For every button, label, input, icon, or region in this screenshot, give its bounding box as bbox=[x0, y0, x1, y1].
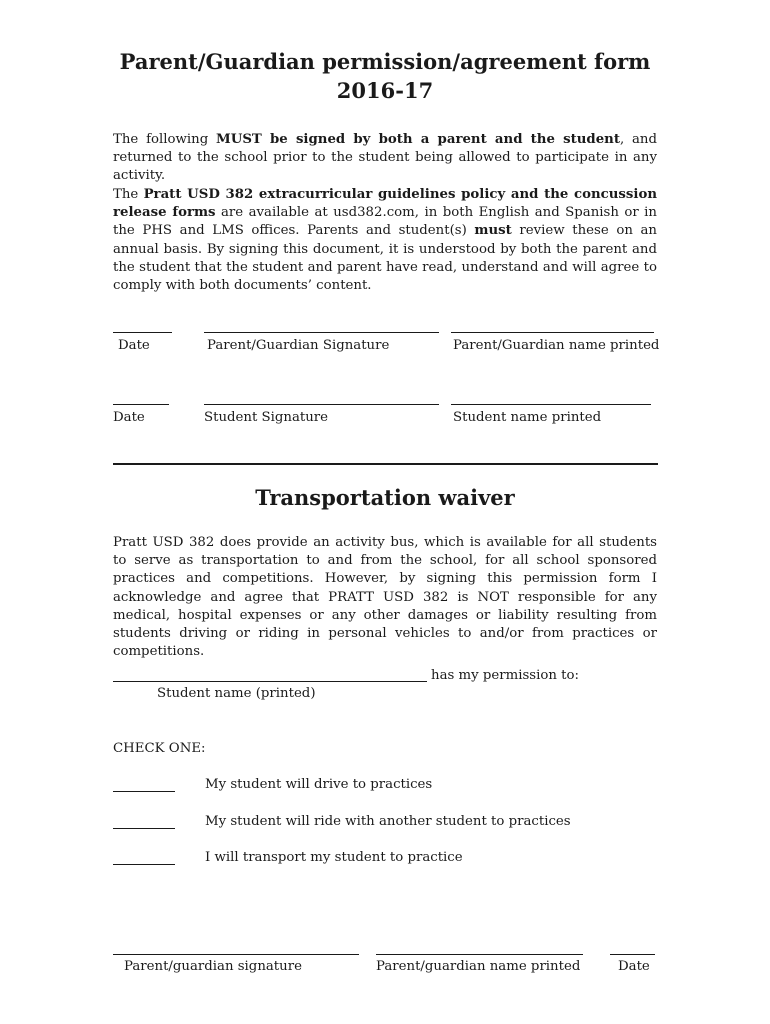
policy-must: must bbox=[474, 223, 512, 239]
student-name-printed-line[interactable] bbox=[113, 681, 427, 682]
intro-paragraph bbox=[113, 131, 657, 186]
check-one-label: CHECK ONE: bbox=[113, 741, 206, 756]
bottom-signature-line[interactable] bbox=[113, 954, 359, 955]
option-ride-checkbox-line[interactable] bbox=[113, 828, 175, 829]
section-divider bbox=[113, 463, 658, 465]
student-date-label: Date bbox=[113, 410, 145, 425]
student-signature-label: Student Signature bbox=[204, 410, 329, 425]
bottom-name-line[interactable] bbox=[376, 954, 583, 955]
student-name-printed-label: Student name (printed) bbox=[157, 686, 316, 701]
option-drive-label: My student will drive to practices bbox=[205, 777, 433, 792]
bottom-name-label: Parent/guardian name printed bbox=[376, 959, 581, 974]
form-title: Parent/Guardian permission/agreement form bbox=[119, 49, 651, 74]
intro-text-end: , and returned to the school prior to the student being allowed to participate in any activity. bbox=[113, 132, 657, 184]
bottom-signature-label: Parent/guardian signature bbox=[124, 959, 302, 974]
parent-name-line[interactable] bbox=[451, 332, 654, 333]
student-signature-line[interactable] bbox=[204, 404, 439, 405]
permission-text: has my permission to: bbox=[431, 668, 580, 683]
policy-text-start: The bbox=[113, 187, 144, 202]
form-year: 2016-17 bbox=[336, 78, 434, 103]
policy-paragraph bbox=[113, 186, 657, 295]
parent-signature-line[interactable] bbox=[204, 332, 439, 333]
waiver-title: Transportation waiver bbox=[255, 485, 515, 510]
option-ride-label: My student will ride with another student to practices bbox=[205, 814, 571, 829]
option-transport-checkbox-line[interactable] bbox=[113, 864, 175, 865]
parent-signature-label: Parent/Guardian Signature bbox=[207, 338, 390, 353]
bottom-date-label: Date bbox=[618, 959, 650, 974]
intro-emphasis: MUST be signed by both a parent and the student bbox=[216, 132, 620, 147]
waiver-paragraph: Pratt USD 382 does provide an activity bus, which is available for all students to serve as transportation to and from the school, for all school sponsored practices and competitions. However, by signing this permission form I acknowledge and agree that PRATT USD 382 is NOT responsible for any medical, hospital expenses or any other damages or liability resulting from students driving or riding in personal vehicles to and/or from practices or competitions. bbox=[113, 535, 657, 660]
parent-name-label: Parent/Guardian name printed bbox=[453, 338, 660, 353]
policy-text-middle: are available at usd382.com, in both English and Spanish or in the PHS and LMS offices. Parents and student(s) bbox=[113, 205, 657, 239]
student-name-label: Student name printed bbox=[453, 410, 602, 425]
option-transport-label: I will transport my student to practice bbox=[205, 850, 463, 865]
parent-date-line[interactable] bbox=[113, 332, 172, 333]
intro-text-start: The following bbox=[113, 132, 217, 147]
policy-emphasis: Pratt USD 382 extracurricular guidelines policy and the concussion release forms bbox=[113, 187, 657, 221]
student-date-line[interactable] bbox=[113, 404, 169, 405]
policy-text-end: review these on an annual basis. By signing this document, it is understood by both the parent and the student that the student and parent have read, understand and will agree to comply with both documents’ content. bbox=[113, 223, 657, 294]
parent-date-label: Date bbox=[118, 338, 150, 353]
option-drive-checkbox-line[interactable] bbox=[113, 791, 175, 792]
bottom-date-line[interactable] bbox=[610, 954, 655, 955]
student-name-line[interactable] bbox=[451, 404, 651, 405]
